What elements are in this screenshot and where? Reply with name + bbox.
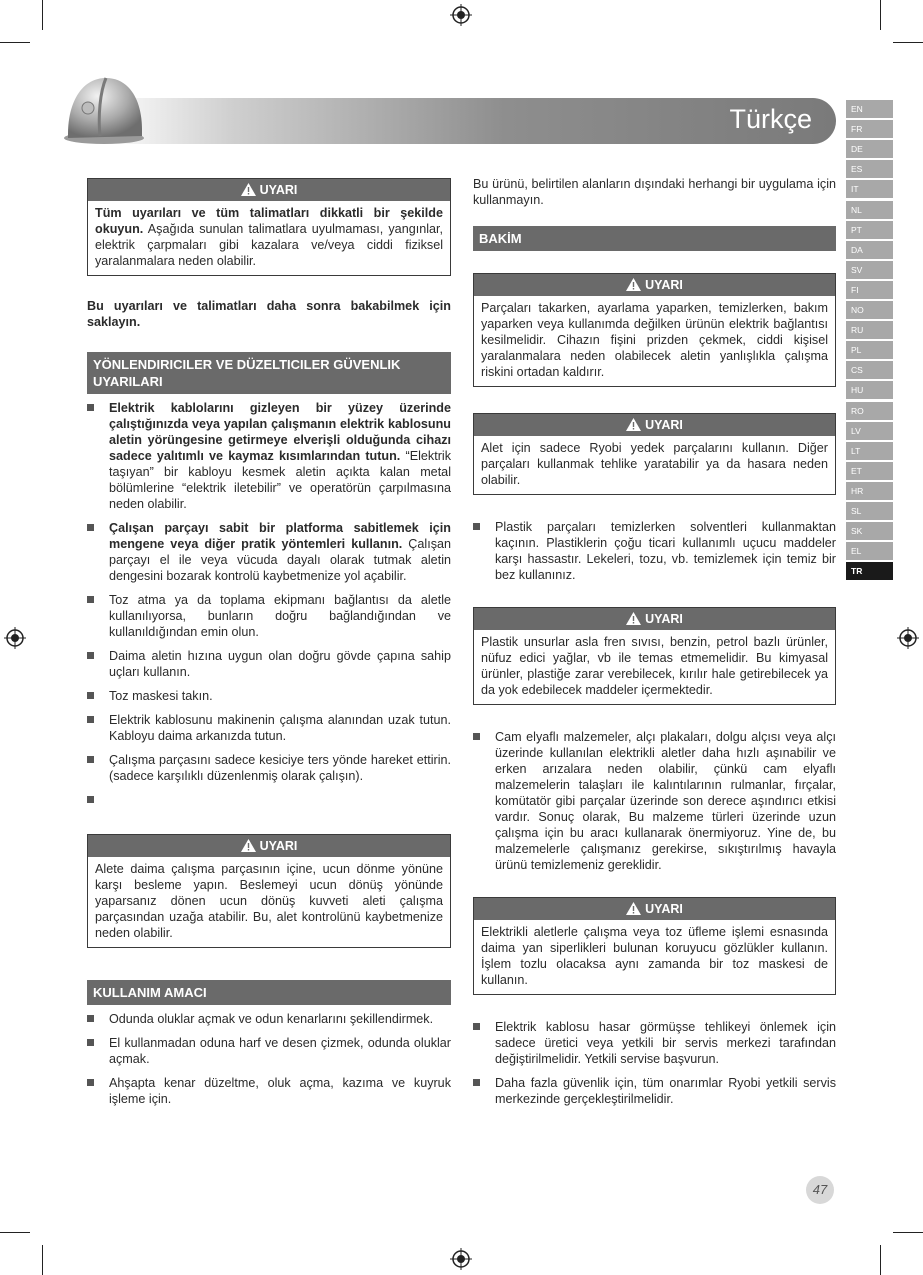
- language-tab-ru[interactable]: RU: [846, 321, 893, 339]
- bullet-icon: [87, 1079, 94, 1086]
- warning-box: [473, 897, 836, 995]
- warning-icon: [241, 183, 256, 196]
- warning-text: Elektrikli aletlerle çalışma veya toz üfleme işlemi esnasında daima yan siperlikleri bulunan koruyucu gözlükler kullanın. İşlem tozlu olacaksa aynı zamanda bir toz maskesi de kullanın.: [481, 925, 828, 987]
- section-heading: KULLANIM AMACI: [87, 980, 451, 1005]
- bullet-icon: [87, 756, 94, 763]
- warning-icon: [241, 839, 256, 852]
- language-tab-hu[interactable]: HU: [846, 381, 893, 399]
- crop-mark: [42, 0, 43, 30]
- language-tab-cs[interactable]: CS: [846, 361, 893, 379]
- registration-mark-icon: [450, 1248, 472, 1270]
- right-column: [473, 176, 836, 1107]
- crop-mark: [42, 1245, 43, 1275]
- language-tab-en[interactable]: EN: [846, 100, 893, 118]
- warning-icon: [626, 612, 641, 625]
- crop-mark: [880, 1245, 881, 1275]
- header-banner: [100, 98, 836, 144]
- list-item: Daha fazla güvenlik için, tüm onarımlar Ryobi yetkili servis merkezinde gerçekleştirilmelidir.: [473, 1075, 836, 1107]
- warning-header: UYARI: [474, 898, 835, 920]
- language-tab-et[interactable]: ET: [846, 462, 893, 480]
- list-item: Plastik parçaları temizlerken solventleri kullanmaktan kaçının. Plastiklerin çoğu ticari kullanımlı uçucu maddeler karşı hassastır. Lekeleri, tozu, vb. temizlemek için temiz bir bez kullanınız.: [473, 519, 836, 583]
- crop-mark: [0, 42, 30, 43]
- page-title: Türkçe: [729, 104, 812, 134]
- keep-note: Bu uyarıları ve talimatları daha sonra bakabilmek için saklayın.: [87, 299, 451, 329]
- language-tab-nl[interactable]: NL: [846, 201, 893, 219]
- language-tab-sv[interactable]: SV: [846, 261, 893, 279]
- warning-icon: [626, 902, 641, 915]
- warning-header: UYARI: [474, 414, 835, 436]
- language-tab-el[interactable]: EL: [846, 542, 893, 560]
- bullet-icon: [473, 733, 480, 740]
- warning-text: Alet için sadece Ryobi yedek parçalarını kullanın. Diğer parçaları kullanmak tehlike yaratabilir ya da hasara neden olabilir.: [481, 441, 828, 487]
- section-heading: YÖNLENDIRICILER VE DÜZELTICILER GÜVENLIK UYARILARI: [87, 352, 451, 394]
- language-tab-da[interactable]: DA: [846, 241, 893, 259]
- language-tab-pt[interactable]: PT: [846, 221, 893, 239]
- page-number: 47: [806, 1176, 834, 1204]
- list-item: Elektrik kablolarını gizleyen bir yüzey üzerinde çalıştığınızda veya yapılan çalışmanın elektrik kablosunu aletin yörüngesine getirmeye elverişli olduğunda cihazı sadece yalıtımlı ve kaymaz kısımlarından tutun. “Elektrik taşıyan” bir kabloyu kesmek aletin açıkta kalan metal bölümlerine “elektrik iletebilir” ve operatörün çarpılmasına neden olabilir.: [87, 400, 451, 512]
- warning-header: UYARI: [88, 179, 450, 201]
- bullet-icon: [87, 716, 94, 723]
- list-item: Cam elyaflı malzemeler, alçı plakaları, dolgu alçısı veya alçı üzerinde kullanılan elektrikli aletler daha hızlı aşınabilir ve erken arızalara neden olabilir, çünkü cam elyaflı malzemelerin talaşları ile kalıntılarının rulmanlar, fırçalar, komütatör gibi parçalar üzerinde son derece aşındırıcı etkisi vardır. Sonuç olarak, Bu malzeme türleri üzerinde uzun çalışma için bu aracı kullanarak önermiyoruz. Yine de, bu malzemelerle çalışmanız gerekirse, sıkıştırılmış havayla ürünü temizlemeniz gereklidir.: [473, 729, 836, 873]
- list-item: Toz atma ya da toplama ekipmanı bağlantısı da aletle kullanılıyorsa, bunların doğru bağlandığından ve kullanıldığından emin olun.: [87, 592, 451, 640]
- list-item: Ahşapta kenar düzeltme, oluk açma, kazıma ve kuyruk işleme için.: [87, 1075, 451, 1107]
- bullet-icon: [473, 1079, 480, 1086]
- language-tab-fr[interactable]: FR: [846, 120, 893, 138]
- bullet-icon: [87, 524, 94, 531]
- bullet-icon: [473, 1023, 480, 1030]
- language-tab-no[interactable]: NO: [846, 301, 893, 319]
- warning-icon: [626, 418, 641, 431]
- section-heading: BAKİM: [473, 226, 836, 251]
- list-item: Çalışan parçayı sabit bir platforma sabitlemek için mengene veya diğer pratik yöntemleri kullanın. Çalışan parçayı el ile veya vücuda dayalı olarak tutmak aletin dengesini bozarak kontrolü kaybetmenize yol açabilir.: [87, 520, 451, 584]
- language-tab-tr[interactable]: TR: [846, 562, 893, 580]
- language-tab-lt[interactable]: LT: [846, 442, 893, 460]
- crop-mark: [880, 0, 881, 30]
- language-tab-fi[interactable]: FI: [846, 281, 893, 299]
- crop-mark: [0, 1232, 30, 1233]
- warning-box: [473, 413, 836, 495]
- crop-mark: [893, 1232, 923, 1233]
- warning-box: [473, 273, 836, 387]
- language-tab-it[interactable]: IT: [846, 180, 893, 198]
- language-tab-ro[interactable]: RO: [846, 402, 893, 420]
- warning-box: [87, 178, 451, 276]
- usage-list: [87, 1011, 451, 1107]
- list-item: El kullanmadan oduna harf ve desen çizmek, odunda oluklar açmak.: [87, 1035, 451, 1067]
- warning-header: UYARI: [88, 835, 450, 857]
- registration-mark-icon: [897, 627, 919, 649]
- crop-mark: [893, 42, 923, 43]
- left-column: [87, 178, 451, 1107]
- list-item: Toz maskesi takın.: [87, 688, 451, 704]
- list-item: Elektrik kablosunu makinenin çalışma alanından uzak tutun. Kabloyu daima arkanızda tutun.: [87, 712, 451, 744]
- warning-box: [473, 607, 836, 705]
- warning-header: UYARI: [474, 608, 835, 630]
- bullet-icon: [87, 692, 94, 699]
- warning-header: UYARI: [474, 274, 835, 296]
- list-item: Elektrik kablosu hasar görmüşse tehlikeyi önlemek için sadece üretici veya yetkili bir servis merkezi tarafından değiştirilmelidir. Yetkili servise başvurun.: [473, 1019, 836, 1067]
- bullet-icon: [87, 596, 94, 603]
- warning-text: Parçaları takarken, ayarlama yaparken, temizlerken, bakım yaparken veya kullanımda değilken ürünün elektrik bağlantısı kesilmelidir. Cihazın fişini prizden çekmek, ciddi kişisel yaralanmalara neden olabilecek aletin yanlışlıkla çalışma riskini ortadan kaldırır.: [481, 301, 828, 379]
- bullet-icon: [87, 796, 94, 803]
- language-tab-sl[interactable]: SL: [846, 502, 893, 520]
- bullet-icon: [87, 1015, 94, 1022]
- language-tab-pl[interactable]: PL: [846, 341, 893, 359]
- warning-text-bold: Tüm uyarıları ve tüm talimatları dikkatli bir şekilde okuyun.: [95, 206, 443, 236]
- warning-text: Alete daima çalışma parçasının içine, ucun dönme yönüne karşı besleme yapın. Beslemeyi ucun dönüş yönünde yaparsanız dönen ucun dönüş kuvveti aleti çalışma parçasından uzağa atabilir. Bu, alet kontrolünü kaybetmenize neden olabilir.: [95, 862, 443, 940]
- list-item: Odunda oluklar açmak ve odun kenarlarını şekillendirmek.: [87, 1011, 451, 1027]
- helmet-icon: [62, 72, 146, 146]
- list-item: [87, 792, 451, 808]
- registration-mark-icon: [4, 627, 26, 649]
- list-item: Çalışma parçasını sadece kesiciye ters yönde hareket ettirin. (sadece karşılıklı düzenlenmiş olarak çalışın).: [87, 752, 451, 784]
- language-tab-de[interactable]: DE: [846, 140, 893, 158]
- warning-text: Plastik unsurlar asla fren sıvısı, benzin, petrol bazlı ürünler, nüfuz edici yağlar, vb ile temas etmemelidir. Bu kimyasal ürünler, plastiğe zarar verebilecek, kırılır hale getirebilecek ya da yok edebilecek maddeler içermektedir.: [481, 635, 828, 697]
- language-tab-sk[interactable]: SK: [846, 522, 893, 540]
- language-tab-es[interactable]: ES: [846, 160, 893, 178]
- warning-text: Aşağıda sunulan talimatlara uyulmaması, yangınlar, elektrik çarpmaları gibi kazalara ve/veya ciddi fiziksel yaralanmalara neden olabilir.: [95, 222, 443, 268]
- registration-mark-icon: [450, 4, 472, 26]
- list-item: Daima aletin hızına uygun olan doğru gövde çapına sahip uçları kullanın.: [87, 648, 451, 680]
- intro-text: Bu ürünü, belirtilen alanların dışındaki herhangi bir uygulama için kullanmayın.: [473, 177, 836, 207]
- safety-bullet-list: [87, 400, 451, 808]
- bullet-icon: [473, 523, 480, 530]
- warning-box: [87, 834, 451, 948]
- bullet-icon: [87, 404, 94, 411]
- language-tab-lv[interactable]: LV: [846, 422, 893, 440]
- warning-icon: [626, 278, 641, 291]
- bullet-icon: [87, 1039, 94, 1046]
- bullet-icon: [87, 652, 94, 659]
- language-tab-hr[interactable]: HR: [846, 482, 893, 500]
